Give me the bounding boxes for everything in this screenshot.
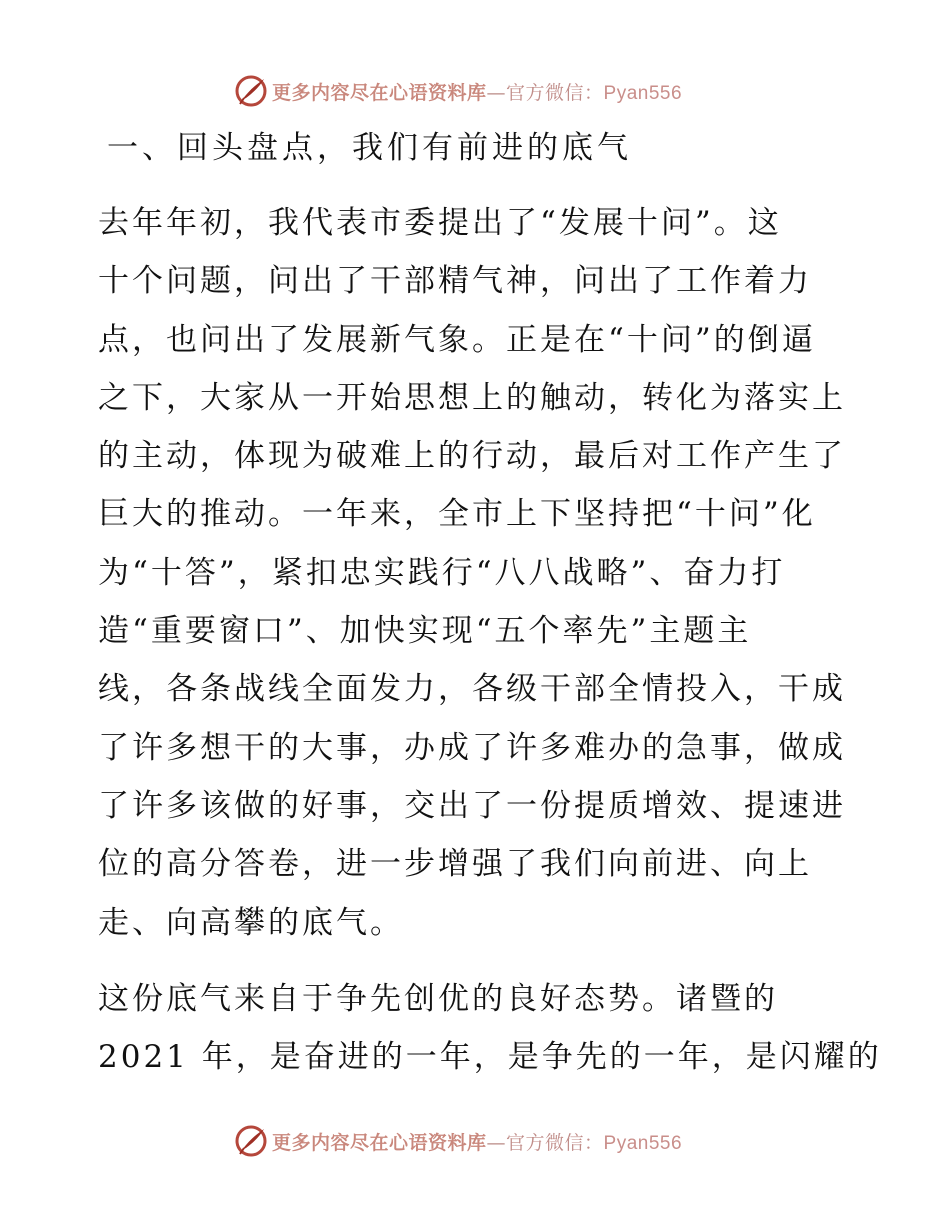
text-line: 这份底气来自于争先创优的良好态势。诸暨的: [98, 981, 778, 1017]
watermark-separator: —: [486, 81, 507, 104]
watermark-wechat-label: 官方微信：: [506, 1131, 604, 1154]
text-line: 去年年初，我代表市委提出了“发展十问”。这: [98, 205, 782, 241]
text-line: 线，各条战线全面发力，各级干部全情投入，干成: [98, 671, 846, 708]
watermark-wechat-id: Pyan556: [603, 82, 683, 104]
watermark-wechat-id: Pyan556: [603, 1132, 683, 1154]
paragraph-2: [98, 970, 882, 1087]
section-heading: 一、回头盘点，我们有前进的底气: [107, 130, 632, 166]
text-line: 巨大的推动。一年来，全市上下坚持把“十问”化: [98, 496, 816, 533]
watermark-text: [272, 78, 682, 105]
watermark-site: 更多内容尽在心语资料库: [272, 81, 487, 104]
text-line: 十个问题，问出了干部精气神，问出了工作着力: [98, 263, 812, 300]
watermark-banner-bottom: [0, 1120, 950, 1160]
text-line: 之下，大家从一开始思想上的触动，转化为落实上: [98, 379, 846, 416]
text-line: 点，也问出了发展新气象。正是在“十问”的倒逼: [98, 321, 816, 358]
watermark-wechat-label: 官方微信：: [506, 81, 604, 104]
watermark-text: [272, 1128, 682, 1155]
watermark-separator: —: [486, 1131, 507, 1154]
feather-pen-logo-icon: [234, 1124, 268, 1158]
text-line: 了许多想干的大事，办成了许多难办的急事，做成: [98, 729, 846, 766]
text-line: 的主动，体现为破难上的行动，最后对工作产生了: [98, 438, 846, 475]
text-line: 位的高分答卷，进一步增强了我们向前进、向上: [98, 846, 812, 883]
text-line: 走、向高攀的底气。: [98, 904, 404, 941]
paragraph-1: [98, 194, 858, 952]
feather-pen-logo-icon: [234, 74, 268, 108]
watermark-banner-top: [0, 70, 950, 110]
watermark-site: 更多内容尽在心语资料库: [272, 1131, 487, 1154]
text-line: 2021 年，是奋进的一年，是争先的一年，是闪耀的: [98, 1039, 882, 1076]
text-line: 了许多该做的好事，交出了一份提质增效、提速进: [98, 787, 846, 824]
text-line: 造“重要窗口”、加快实现“五个率先”主题主: [98, 613, 752, 650]
text-line: 为“十答”，紧扣忠实践行“八八战略”、奋力打: [98, 554, 786, 591]
